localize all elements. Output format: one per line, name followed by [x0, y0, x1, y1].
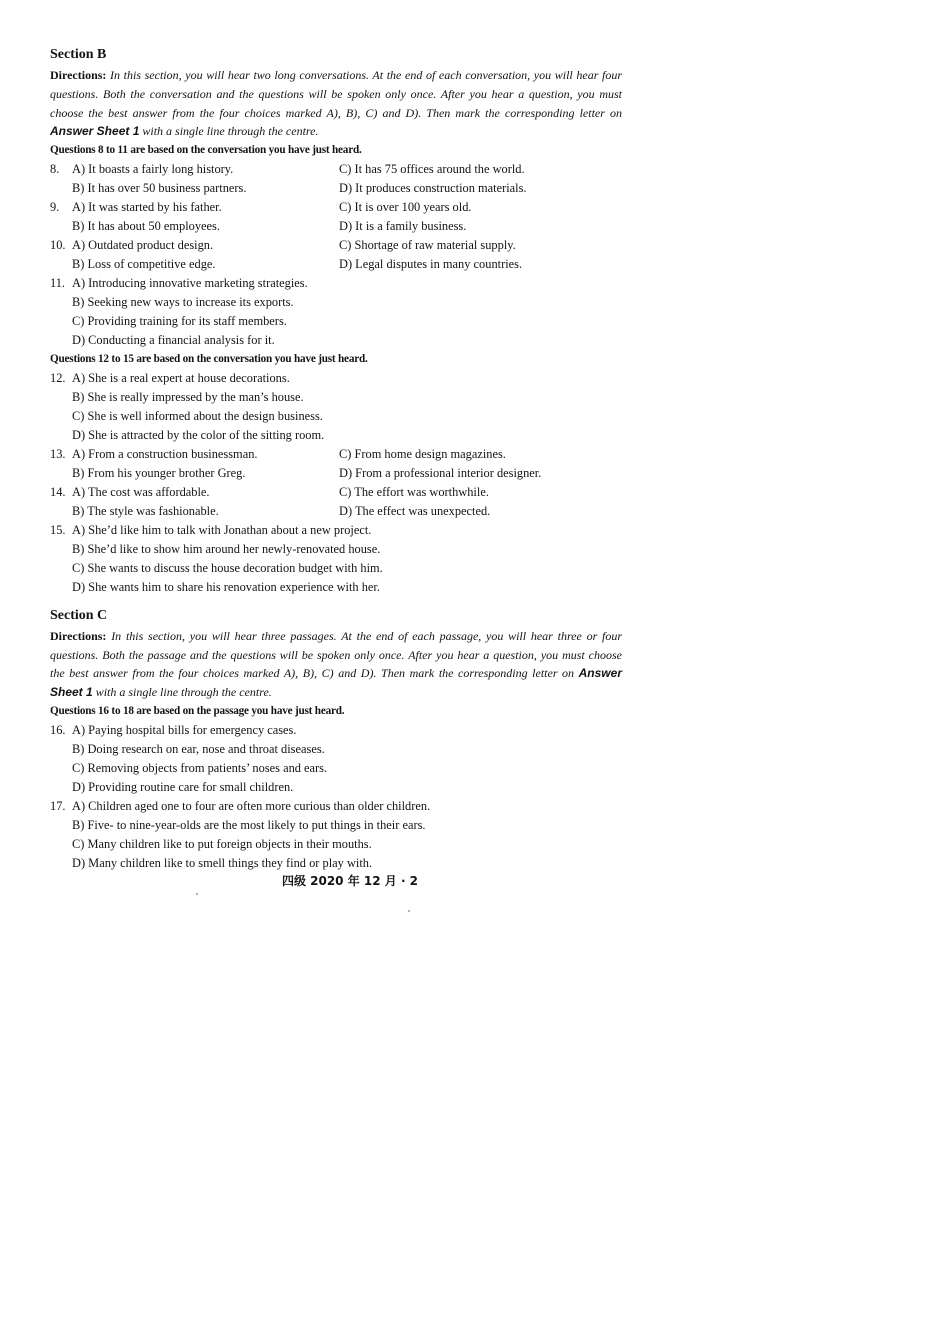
choice-c: C) The effort was worthwhile.: [339, 484, 489, 499]
section-c-title: Section C: [50, 607, 108, 623]
scan-speck: [196, 893, 198, 895]
choice-b: B) It has about 50 employees.: [72, 218, 220, 233]
section-b-title: Section B: [50, 47, 107, 62]
choice-b: B) The style was fashionable.: [72, 503, 219, 518]
choice-a: A) She’d like him to talk with Jonathan about a new project.: [72, 522, 372, 537]
question-number: 11.: [50, 275, 66, 290]
directions-lead: Directions:: [50, 68, 107, 82]
choice-b: B) Loss of competitive edge.: [72, 256, 216, 271]
question-number: 13.: [50, 446, 66, 461]
question-number: 12.: [50, 370, 66, 385]
choice-a: A) The cost was affordable.: [72, 484, 210, 499]
choice-a: A) It boasts a fairly long history.: [72, 161, 234, 176]
group-intro: Questions 16 to 18 are based on the passage you have just heard.: [50, 704, 345, 717]
question-16: [50, 721, 622, 797]
directions-text-end: with a single line through the centre.: [139, 124, 319, 139]
choice-a: A) Children aged one to four are often more curious than older children.: [72, 798, 431, 813]
choice-b: B) She is really impressed by the man’s house.: [72, 389, 304, 404]
choice-d: D) It is a family business.: [339, 218, 467, 233]
directions-text: In this section, you will hear three passages. At the end of each passage, you will hear three or four questions. Both the passage and the questions will be spoken only once. After you hear a question, you must choose the best answer from the four choices marked A), B), C) and D). Then mark the corresponding letter on: [50, 628, 622, 681]
question-number: 15.: [50, 522, 66, 537]
choice-c: C) Shortage of raw material supply.: [339, 237, 516, 252]
choice-b: B) She’d like to show him around her newly-renovated house.: [72, 541, 381, 556]
question-number: 14.: [50, 484, 66, 499]
exam-page: [50, 44, 622, 873]
choice-b: B) It has over 50 business partners.: [72, 180, 247, 195]
choice-a: A) Paying hospital bills for emergency cases.: [72, 722, 297, 737]
question-number: 17.: [50, 798, 66, 813]
choice-d: D) Conducting a financial analysis for it.: [72, 332, 275, 347]
group-intro: Questions 8 to 11 are based on the conversation you have just heard.: [50, 144, 362, 157]
choice-c: C) It is over 100 years old.: [339, 199, 472, 214]
question-9: [50, 198, 622, 236]
choice-a: A) From a construction businessman.: [72, 446, 258, 461]
choice-d: D) She is attracted by the color of the sitting room.: [72, 427, 325, 442]
question-17: [50, 797, 622, 873]
section-c-directions: [50, 627, 622, 702]
scan-speck: [408, 910, 410, 912]
section-b-directions: [50, 66, 622, 141]
group-intro: Questions 12 to 15 are based on the conversation you have just heard.: [50, 352, 368, 365]
page-footer: 四级 2020 年 12 月 · 2: [281, 874, 419, 888]
choice-a: A) It was started by his father.: [72, 199, 222, 214]
choice-c: C) Many children like to put foreign objects in their mouths.: [72, 836, 372, 851]
choice-c: C) Removing objects from patients’ noses and ears.: [72, 760, 328, 775]
choice-d: D) Legal disputes in many countries.: [339, 256, 523, 271]
question-8: [50, 160, 622, 198]
choice-b: B) Doing research on ear, nose and throat diseases.: [72, 741, 325, 756]
question-12: [50, 369, 622, 445]
choice-a: A) Outdated product design.: [72, 237, 214, 252]
question-13: [50, 445, 622, 483]
choice-c: C) Providing training for its staff members.: [72, 313, 287, 328]
answer-sheet-label: Answer Sheet 1: [50, 666, 622, 700]
question-15: [50, 521, 622, 597]
question-11: [50, 274, 622, 350]
choice-d: D) She wants him to share his renovation experience with her.: [72, 579, 380, 594]
choice-d: D) From a professional interior designer.: [339, 465, 542, 480]
question-14: [50, 483, 622, 521]
directions-text: In this section, you will hear two long conversations. At the end of each conversation, you will hear four questions. Both the conversation and the questions will be spoken only once. After you hear a question, you must choose the best answer from the four choices marked A), B), C) and D). Then mark the corresponding letter on: [50, 68, 622, 120]
choice-c: C) She wants to discuss the house decoration budget with him.: [72, 560, 383, 575]
choice-c: C) She is well informed about the design business.: [72, 408, 323, 423]
question-number: 8.: [50, 161, 60, 176]
choice-b: B) From his younger brother Greg.: [72, 465, 246, 480]
choice-b: B) Five- to nine-year-olds are the most likely to put things in their ears.: [72, 817, 426, 832]
choice-c: C) From home design magazines.: [339, 446, 506, 461]
choice-c: C) It has 75 offices around the world.: [339, 161, 525, 176]
choice-a: A) She is a real expert at house decorations.: [72, 370, 290, 385]
choice-d: D) Many children like to smell things they find or play with.: [72, 855, 373, 870]
choice-b: B) Seeking new ways to increase its exports.: [72, 294, 294, 309]
choice-d: D) It produces construction materials.: [339, 180, 527, 195]
question-number: 10.: [50, 237, 66, 252]
answer-sheet-label: Answer Sheet 1: [50, 124, 140, 139]
directions-lead: Directions:: [50, 628, 107, 643]
question-number: 16.: [50, 722, 66, 737]
choice-d: D) The effect was unexpected.: [339, 503, 491, 518]
choice-a: A) Introducing innovative marketing strategies.: [72, 275, 308, 290]
choice-d: D) Providing routine care for small children.: [72, 779, 294, 794]
question-number: 9.: [50, 199, 60, 214]
directions-text-end: with a single line through the centre.: [92, 685, 272, 700]
question-10: [50, 236, 622, 274]
